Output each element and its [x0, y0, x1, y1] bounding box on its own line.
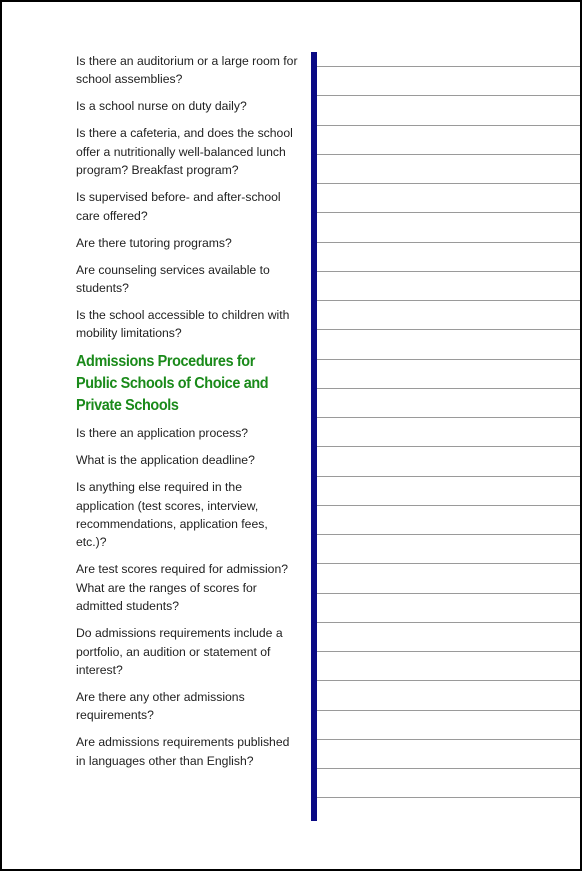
question-item: Is the school accessible to children with mobility limitations?	[76, 308, 290, 341]
question-item: Do admissions requirements include a portfolio, an audition or statement of interest?	[76, 626, 283, 678]
note-line	[317, 476, 580, 477]
question-item: Are there any other admissions requirements?	[76, 690, 245, 723]
question-item: Is there an auditorium or a large room for school assemblies?	[76, 54, 298, 87]
section-heading: Admissions Procedures for Public Schools of Choice and Private Schools	[76, 353, 269, 414]
note-line	[317, 739, 580, 740]
question-item: Are counseling services available to students?	[76, 262, 270, 296]
note-line	[317, 271, 580, 272]
note-line	[317, 505, 580, 506]
note-line	[317, 593, 580, 594]
note-line	[317, 388, 580, 389]
note-line	[317, 446, 580, 447]
note-line	[317, 680, 580, 681]
questions-column	[76, 52, 298, 779]
question-item: Is there an application process?	[76, 426, 249, 441]
note-line	[317, 563, 580, 564]
notes-area	[317, 2, 580, 869]
note-line	[317, 154, 580, 155]
question-item: Are admissions requirements published in languages other than English?	[76, 735, 290, 768]
note-line	[317, 329, 580, 330]
note-line	[317, 534, 580, 535]
note-line	[317, 212, 580, 213]
note-line	[317, 797, 580, 798]
question-item: Is anything else required in the application (test scores, interview, recommendations, application fees, etc.)?	[76, 480, 268, 550]
note-line	[317, 95, 580, 96]
note-line	[317, 768, 580, 769]
note-line	[317, 183, 580, 184]
note-line	[317, 651, 580, 652]
note-line	[317, 710, 580, 711]
question-item: Are there tutoring programs?	[76, 235, 232, 250]
question-item: Is supervised before- and after-school care offered?	[76, 190, 281, 223]
note-line	[317, 300, 580, 301]
note-line	[317, 359, 580, 360]
question-item: Are test scores required for admission? What are the ranges of scores for admitted students?	[76, 562, 289, 614]
question-item: Is a school nurse on duty daily?	[76, 99, 247, 114]
note-line	[317, 622, 580, 623]
question-item: What is the application deadline?	[76, 453, 255, 468]
note-line	[317, 125, 580, 126]
note-line	[317, 66, 580, 67]
note-line	[317, 417, 580, 418]
question-item: Is there a cafeteria, and does the school offer a nutritionally well-balanced lunch program? Breakfast program?	[76, 126, 293, 178]
note-line	[317, 242, 580, 243]
